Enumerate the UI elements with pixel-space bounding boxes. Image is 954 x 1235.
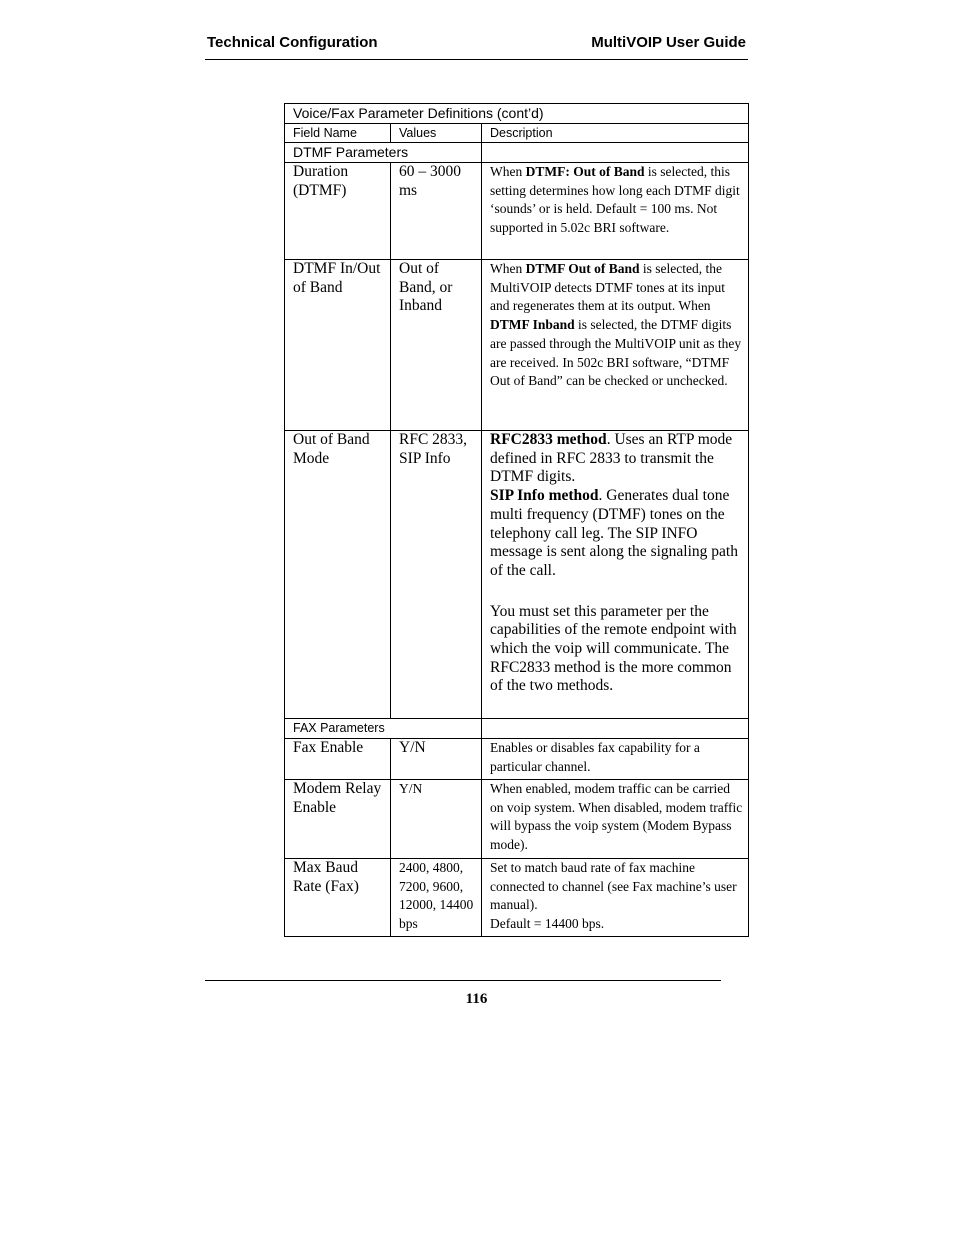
values-cell: RFC 2833, SIP Info <box>391 431 482 719</box>
field-name-cell: Out of Band Mode <box>285 431 391 719</box>
column-header-values: Values <box>391 124 482 143</box>
parameter-table <box>284 103 749 937</box>
values-cell: 60 – 3000 ms <box>391 163 482 260</box>
page-header <box>205 33 748 60</box>
table-title: Voice/Fax Parameter Definitions (cont’d) <box>285 104 749 124</box>
description-note: You must set this parameter per the capabilities of the remote endpoint with which the voip will communicate. The RFC2833 method is the more common of the two methods. <box>490 602 737 695</box>
values-cell: 2400, 4800, 7200, 9600, 12000, 14400 bps <box>391 859 482 937</box>
section-title-fax: FAX Parameters <box>285 719 482 739</box>
table-row <box>285 163 749 260</box>
table-header-row <box>285 124 749 143</box>
description-cell: When DTMF: Out of Band is selected, this setting determines how long each DTMF digit ‘sounds’ or is held. Default = 100 ms. Not supported in 5.02c BRI software. <box>482 163 749 260</box>
table-row <box>285 260 749 431</box>
table-row <box>285 780 749 859</box>
table-title-row <box>285 104 749 124</box>
section-title-dtmf: DTMF Parameters <box>285 143 482 163</box>
table-row <box>285 739 749 780</box>
field-name-cell: DTMF In/Out of Band <box>285 260 391 431</box>
values-cell: Y/N <box>391 739 482 780</box>
field-name-cell: Max Baud Rate (Fax) <box>285 859 391 937</box>
header-section-title: Technical Configuration <box>207 34 378 51</box>
description-cell: Enables or disables fax capability for a particular channel. <box>482 739 749 780</box>
description-cell: RFC2833 method. Uses an RTP mode defined in RFC 2833 to transmit the DTMF digits. SIP Info method. Generates dual tone multi frequency (DTMF) tones on the telephony call leg. The SIP INFO message is sent along the signaling path of the call. You must set this parameter per the capabilities of the remote endpoint with which the voip will communicate. The RFC2833 method is the more common of the two methods. <box>482 431 749 719</box>
description-cell: When DTMF Out of Band is selected, the MultiVOIP detects DTMF tones at its input and regenerates them at its output. When DTMF Inband is selected, the DTMF digits are passed through the MultiVOIP unit as they are received. In 502c BRI software, “DTMF Out of Band” can be checked or unchecked. <box>482 260 749 431</box>
values-cell: Y/N <box>391 780 482 859</box>
section-row-fax <box>285 719 749 739</box>
table-row <box>285 431 749 719</box>
table-row <box>285 859 749 937</box>
field-name-cell: Modem Relay Enable <box>285 780 391 859</box>
values-cell: Out of Band, or Inband <box>391 260 482 431</box>
header-guide-title: MultiVOIP User Guide <box>591 34 746 51</box>
section-row-dtmf <box>285 143 749 163</box>
description-cell: When enabled, modem traffic can be carried on voip system. When disabled, modem traffic will bypass the voip system (Modem Bypass mode). <box>482 780 749 859</box>
footer-divider <box>205 980 721 981</box>
column-header-description: Description <box>482 124 749 143</box>
description-cell: Set to match baud rate of fax machine connected to channel (see Fax machine’s user manual). Default = 14400 bps. <box>482 859 749 937</box>
page-number: 116 <box>465 991 488 1007</box>
field-name-cell: Fax Enable <box>285 739 391 780</box>
field-name-cell: Duration (DTMF) <box>285 163 391 260</box>
column-header-field-name: Field Name <box>285 124 391 143</box>
